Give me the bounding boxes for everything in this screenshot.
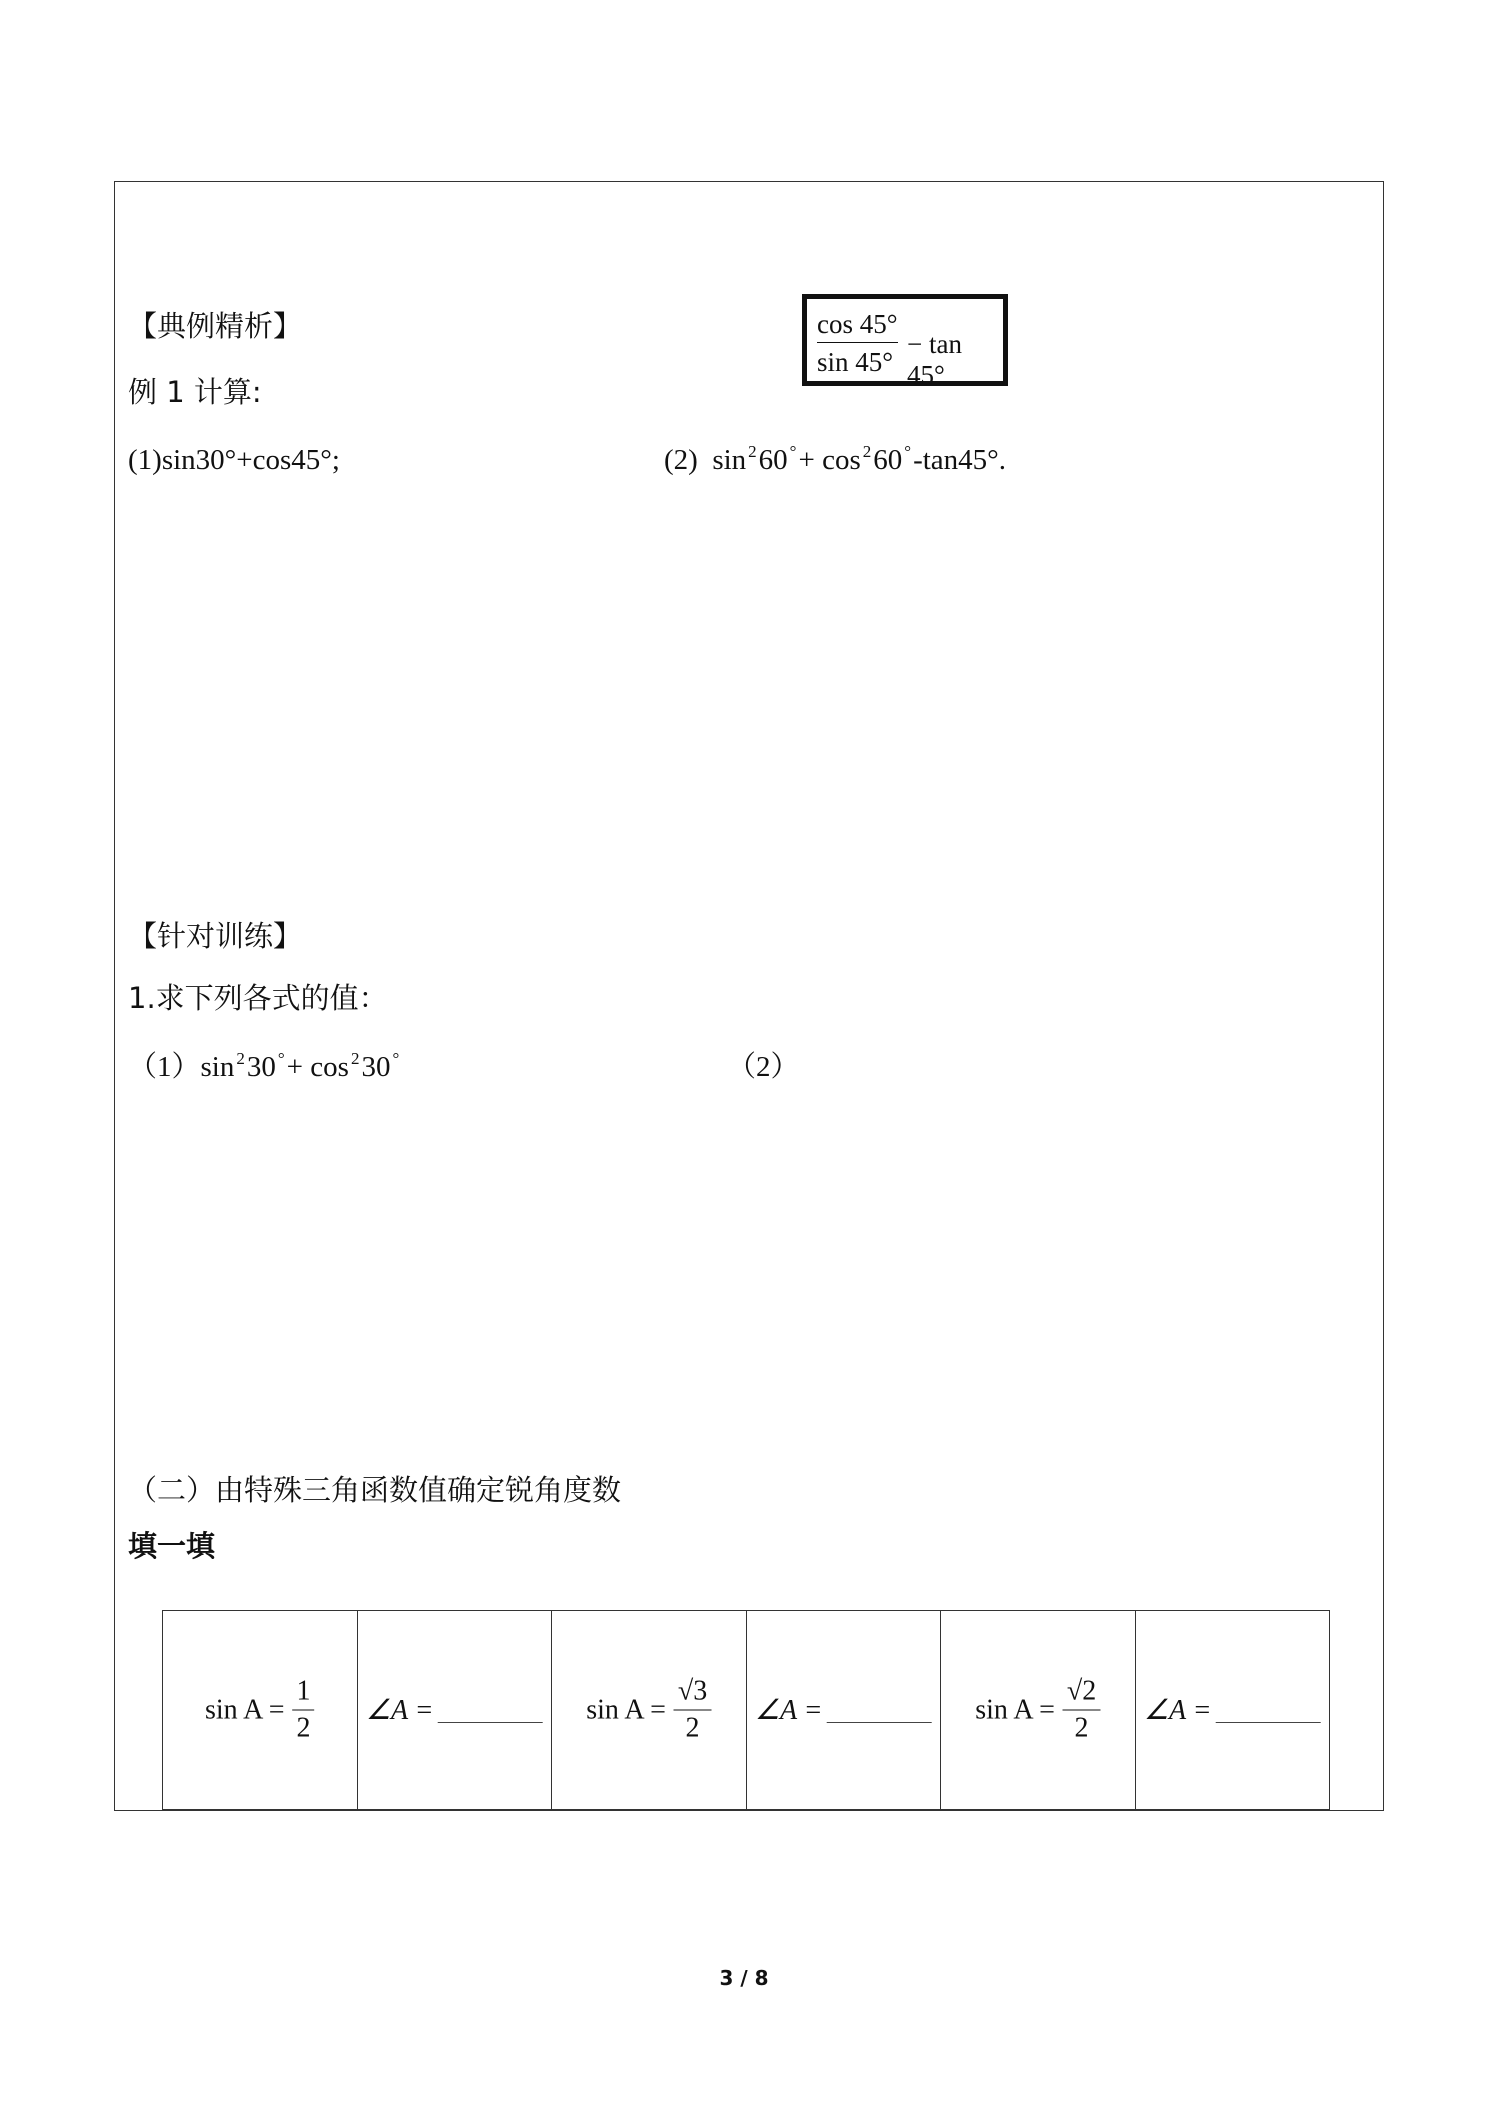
example-item-2: [664, 442, 1006, 476]
answer-blank-2[interactable]: [827, 1698, 932, 1723]
example-item-2-exp2: 2: [862, 442, 872, 461]
boxed-tail: − tan 45°: [907, 329, 962, 390]
answer-blank-1[interactable]: [438, 1698, 543, 1723]
fill-cell-5-lhs: sin A =: [975, 1694, 1055, 1725]
training-item-1-exp2: 2: [350, 1049, 360, 1068]
page-number: 3 / 8: [719, 1966, 769, 1990]
example-item-2-deg2: °: [904, 442, 912, 461]
training-item-1-deg1: °: [277, 1049, 285, 1068]
answer-blank-3[interactable]: [1216, 1698, 1321, 1723]
training-item-1-sin: sin: [200, 1051, 235, 1083]
fill-cell-sin-half: [163, 1611, 358, 1810]
fill-cell-2-lhs: ∠A =: [365, 1695, 434, 1726]
fill-cell-1-lhs: sin A =: [204, 1694, 285, 1725]
example-heading: 【典例精析】: [128, 309, 303, 343]
fill-cell-answer-2[interactable]: [746, 1611, 941, 1810]
example-item-2-angle2: 60: [873, 444, 903, 476]
fill-cell-3-num: √3: [674, 1676, 711, 1711]
fill-table-row: [163, 1611, 1330, 1810]
training-item-1-exp1: 2: [236, 1049, 245, 1068]
fill-cell-sin-root3: [552, 1611, 747, 1810]
training-heading: 【针对训练】: [128, 919, 303, 953]
fill-cell-5-num: √2: [1063, 1676, 1100, 1711]
section-two-heading: （二）由特殊三角函数值确定锐角度数: [128, 1473, 622, 1507]
example-item-2-sin: sin: [712, 444, 747, 476]
example-item-1: (1)sin30°+cos45°;: [128, 444, 340, 476]
fill-cell-6-lhs: ∠A =: [1143, 1695, 1212, 1726]
example-item-2-exp1: 2: [748, 442, 757, 461]
fill-cell-1-num: 1: [293, 1676, 315, 1711]
fill-cell-3-den: 2: [685, 1712, 700, 1744]
example-item-2-tail: -tan45°.: [913, 444, 1006, 476]
fill-cell-answer-3[interactable]: [1135, 1611, 1330, 1810]
fill-in-table: [162, 1610, 1330, 1810]
fill-cell-1-den: 2: [296, 1712, 311, 1744]
example-item-2-deg1: °: [789, 442, 797, 461]
training-item-1-angle2: 30: [361, 1051, 391, 1083]
example-item-2-cos: + cos: [798, 444, 861, 476]
fill-cell-5-den: 2: [1074, 1712, 1089, 1744]
fill-cell-answer-1[interactable]: [357, 1611, 552, 1810]
training-item-1-cos: + cos: [286, 1051, 349, 1083]
boxed-denominator: sin 45°: [817, 347, 894, 377]
example-item-2-prefix: (2): [664, 444, 698, 476]
fill-cell-sin-root2: [941, 1611, 1136, 1810]
example-item-2-angle1: 60: [758, 444, 788, 476]
training-item-1: [128, 1049, 401, 1083]
section-two-subheading: 填一填: [128, 1529, 216, 1563]
boxed-expression: [802, 294, 1008, 390]
training-item-1-prefix: （1）: [128, 1051, 201, 1083]
training-item-2: （2）: [727, 1051, 800, 1083]
training-item-1-deg2: °: [392, 1049, 400, 1068]
example-problem-label: 例 1 计算:: [128, 375, 262, 409]
fill-cell-3-lhs: sin A =: [586, 1694, 666, 1725]
fill-cell-4-lhs: ∠A =: [754, 1695, 823, 1726]
training-item-1-angle1: 30: [246, 1051, 276, 1083]
training-problem-label: 1.求下列各式的值：: [128, 981, 388, 1015]
boxed-numerator: cos 45°: [817, 309, 898, 343]
